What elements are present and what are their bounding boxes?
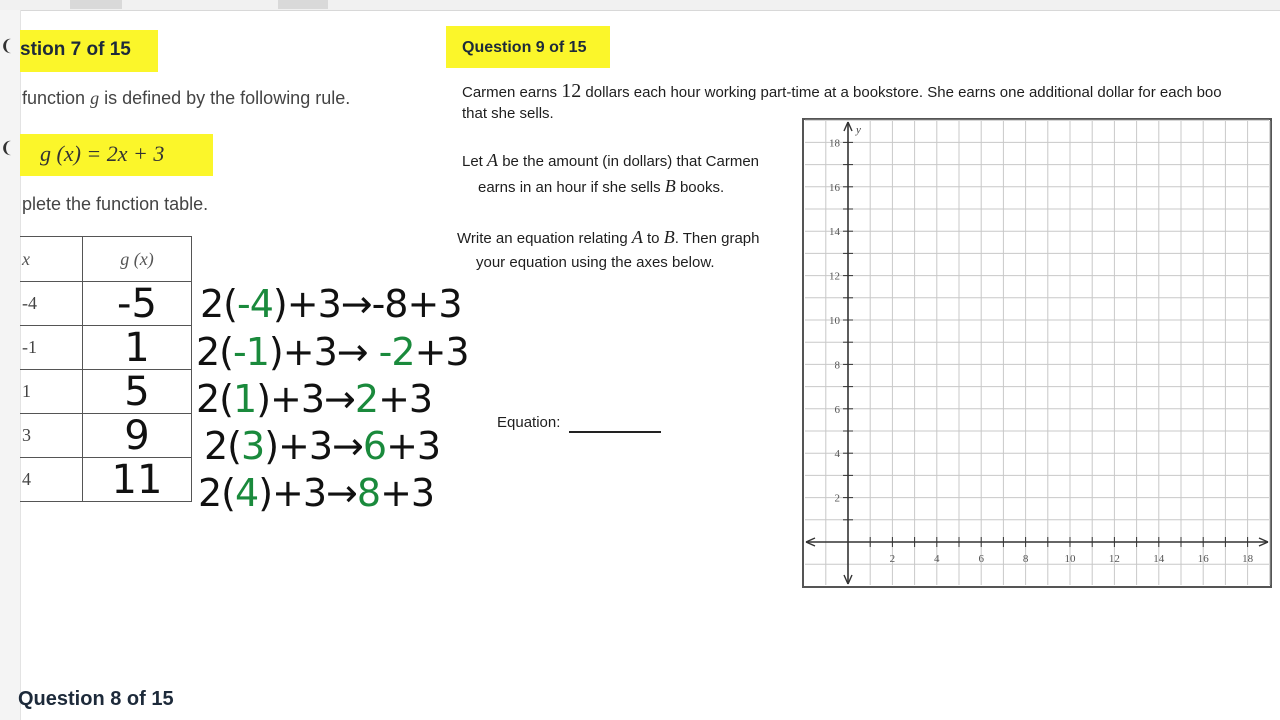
handwritten-answer: 11 [111, 456, 163, 503]
x-cell: 1 [20, 370, 83, 414]
y-tick-label: 4 [834, 448, 840, 461]
y-tick-label: 10 [829, 315, 840, 327]
let-statement-line2 [478, 176, 724, 197]
intro-text: function [22, 88, 86, 108]
function-name: g [90, 88, 100, 108]
table-row [20, 458, 192, 502]
work-part: 2( [196, 330, 234, 374]
work-part: 2( [204, 424, 242, 468]
x-tick-label: 18 [1242, 553, 1254, 565]
table-row [20, 326, 192, 370]
work-part-green: 2 [354, 377, 379, 421]
work-part: +3 [386, 424, 441, 468]
answer-cell[interactable] [83, 370, 192, 414]
x-tick-label: 16 [1197, 553, 1209, 565]
function-table [20, 236, 192, 502]
work-part-green: 4 [235, 471, 259, 515]
question-9-title: Question 9 of 15 [462, 39, 587, 56]
prompt-text: Let [462, 153, 483, 170]
header-gx: g (x) [83, 237, 192, 282]
prompt-text: earns in an hour if she sells [478, 179, 661, 196]
handwritten-work [204, 424, 441, 468]
work-part-green: 6 [362, 424, 387, 468]
work-part-green: -4 [237, 282, 273, 326]
browser-tab-strip [0, 0, 1280, 11]
question-7-title: stion 7 of 15 [20, 39, 131, 60]
work-part: +3 [378, 377, 433, 421]
work-part: )+3→ [264, 424, 363, 468]
table-instruction: plete the function table. [22, 194, 209, 214]
table-row [20, 282, 192, 326]
variable-a: A [487, 150, 499, 170]
work-part: +3 [414, 330, 469, 374]
browser-tab[interactable] [278, 0, 328, 9]
prompt-text: Write an equation relating [457, 230, 628, 247]
work-part-green: 8 [356, 471, 381, 515]
sidebar-marker: ❨ [0, 140, 14, 157]
answer-cell[interactable] [83, 326, 192, 370]
grid-frame [803, 119, 1271, 587]
task-statement [457, 227, 760, 248]
work-part-green: 3 [241, 424, 265, 468]
handwritten-work [200, 282, 462, 326]
equation-label: Equation: [497, 414, 561, 431]
prompt-text: books. [679, 179, 725, 196]
handwritten-work [196, 330, 469, 374]
y-tick-label: 2 [834, 492, 840, 505]
y-tick-label: 12 [829, 270, 840, 283]
sidebar-marker: ❨ [0, 38, 14, 55]
work-part: )+3→ [258, 471, 357, 515]
prompt-text: to [647, 230, 660, 247]
prompt-text: dollars each hour working part-time at a bookstore. She earns one additional dollar for each boo [585, 84, 1222, 101]
question-8-title: Question 8 of 15 [18, 688, 174, 710]
table-row [20, 414, 192, 458]
let-statement [462, 150, 759, 171]
work-part: +3 [380, 471, 435, 515]
prompt-text: . Then graph [674, 230, 760, 247]
table-row [20, 370, 192, 414]
x-cell: -1 [20, 326, 83, 370]
browser-tab[interactable] [70, 0, 122, 9]
answer-cell[interactable] [83, 282, 192, 326]
handwritten-answer: 1 [124, 324, 150, 371]
equation-answer-blank[interactable] [569, 431, 661, 433]
variable-b: B [663, 227, 675, 247]
y-tick-label: 14 [829, 226, 840, 239]
intro-text: is defined by the following rule. [104, 88, 351, 108]
y-tick-label: 18 [829, 137, 840, 150]
y-tick-label: 16 [829, 181, 840, 194]
work-part-green: -2 [378, 330, 415, 374]
answer-cell[interactable] [83, 414, 192, 458]
handwritten-answer: 9 [124, 412, 150, 459]
handwritten-answer: 5 [124, 368, 150, 415]
prompt-text: be the amount (in dollars) that Carmen [502, 153, 759, 170]
x-tick-label: 12 [1108, 553, 1120, 565]
x-tick-label: 10 [1064, 553, 1076, 565]
work-part: 2( [200, 282, 238, 326]
function-rule: g (x) = 2x + 3 [40, 141, 165, 166]
y-tick-label: 6 [834, 403, 840, 416]
handwritten-answer: -5 [117, 280, 157, 327]
prompt-number: 12 [561, 80, 582, 102]
work-part: 2( [196, 377, 234, 421]
x-tick-label: 14 [1153, 553, 1165, 565]
header-x: x [20, 237, 83, 282]
task-statement-line2: your equation using the axes below. [476, 254, 715, 271]
y-tick-label: 8 [834, 359, 840, 372]
work-part: )+3→ [268, 330, 379, 374]
x-tick-label: 6 [978, 553, 984, 565]
x-cell: 3 [20, 414, 83, 458]
x-tick-label: 2 [889, 553, 896, 565]
question-9-prompt-line1 [462, 80, 1280, 103]
work-part: )+3→ [256, 377, 355, 421]
work-part: 2( [198, 471, 236, 515]
work-part-green: -1 [233, 330, 269, 374]
x-tick-label: 4 [934, 553, 940, 565]
answer-cell[interactable] [83, 458, 192, 502]
x-cell: 4 [20, 458, 83, 502]
handwritten-work [198, 471, 435, 515]
handwritten-work [196, 377, 433, 421]
work-part-green: 1 [233, 377, 257, 421]
left-sidebar-strip [0, 10, 21, 720]
coordinate-grid[interactable] [802, 118, 1272, 588]
table-header-row [20, 237, 192, 282]
question-9-prompt-line2: that she sells. [462, 105, 554, 122]
x-cell: -4 [20, 282, 83, 326]
work-part: )+3→-8+3 [272, 282, 462, 326]
question-7-intro [22, 88, 350, 109]
prompt-text: Carmen earns [462, 84, 558, 101]
variable-a: A [631, 227, 643, 247]
variable-b: B [664, 176, 676, 196]
x-tick-label: 8 [1022, 553, 1029, 565]
y-axis-label: y [856, 124, 861, 136]
